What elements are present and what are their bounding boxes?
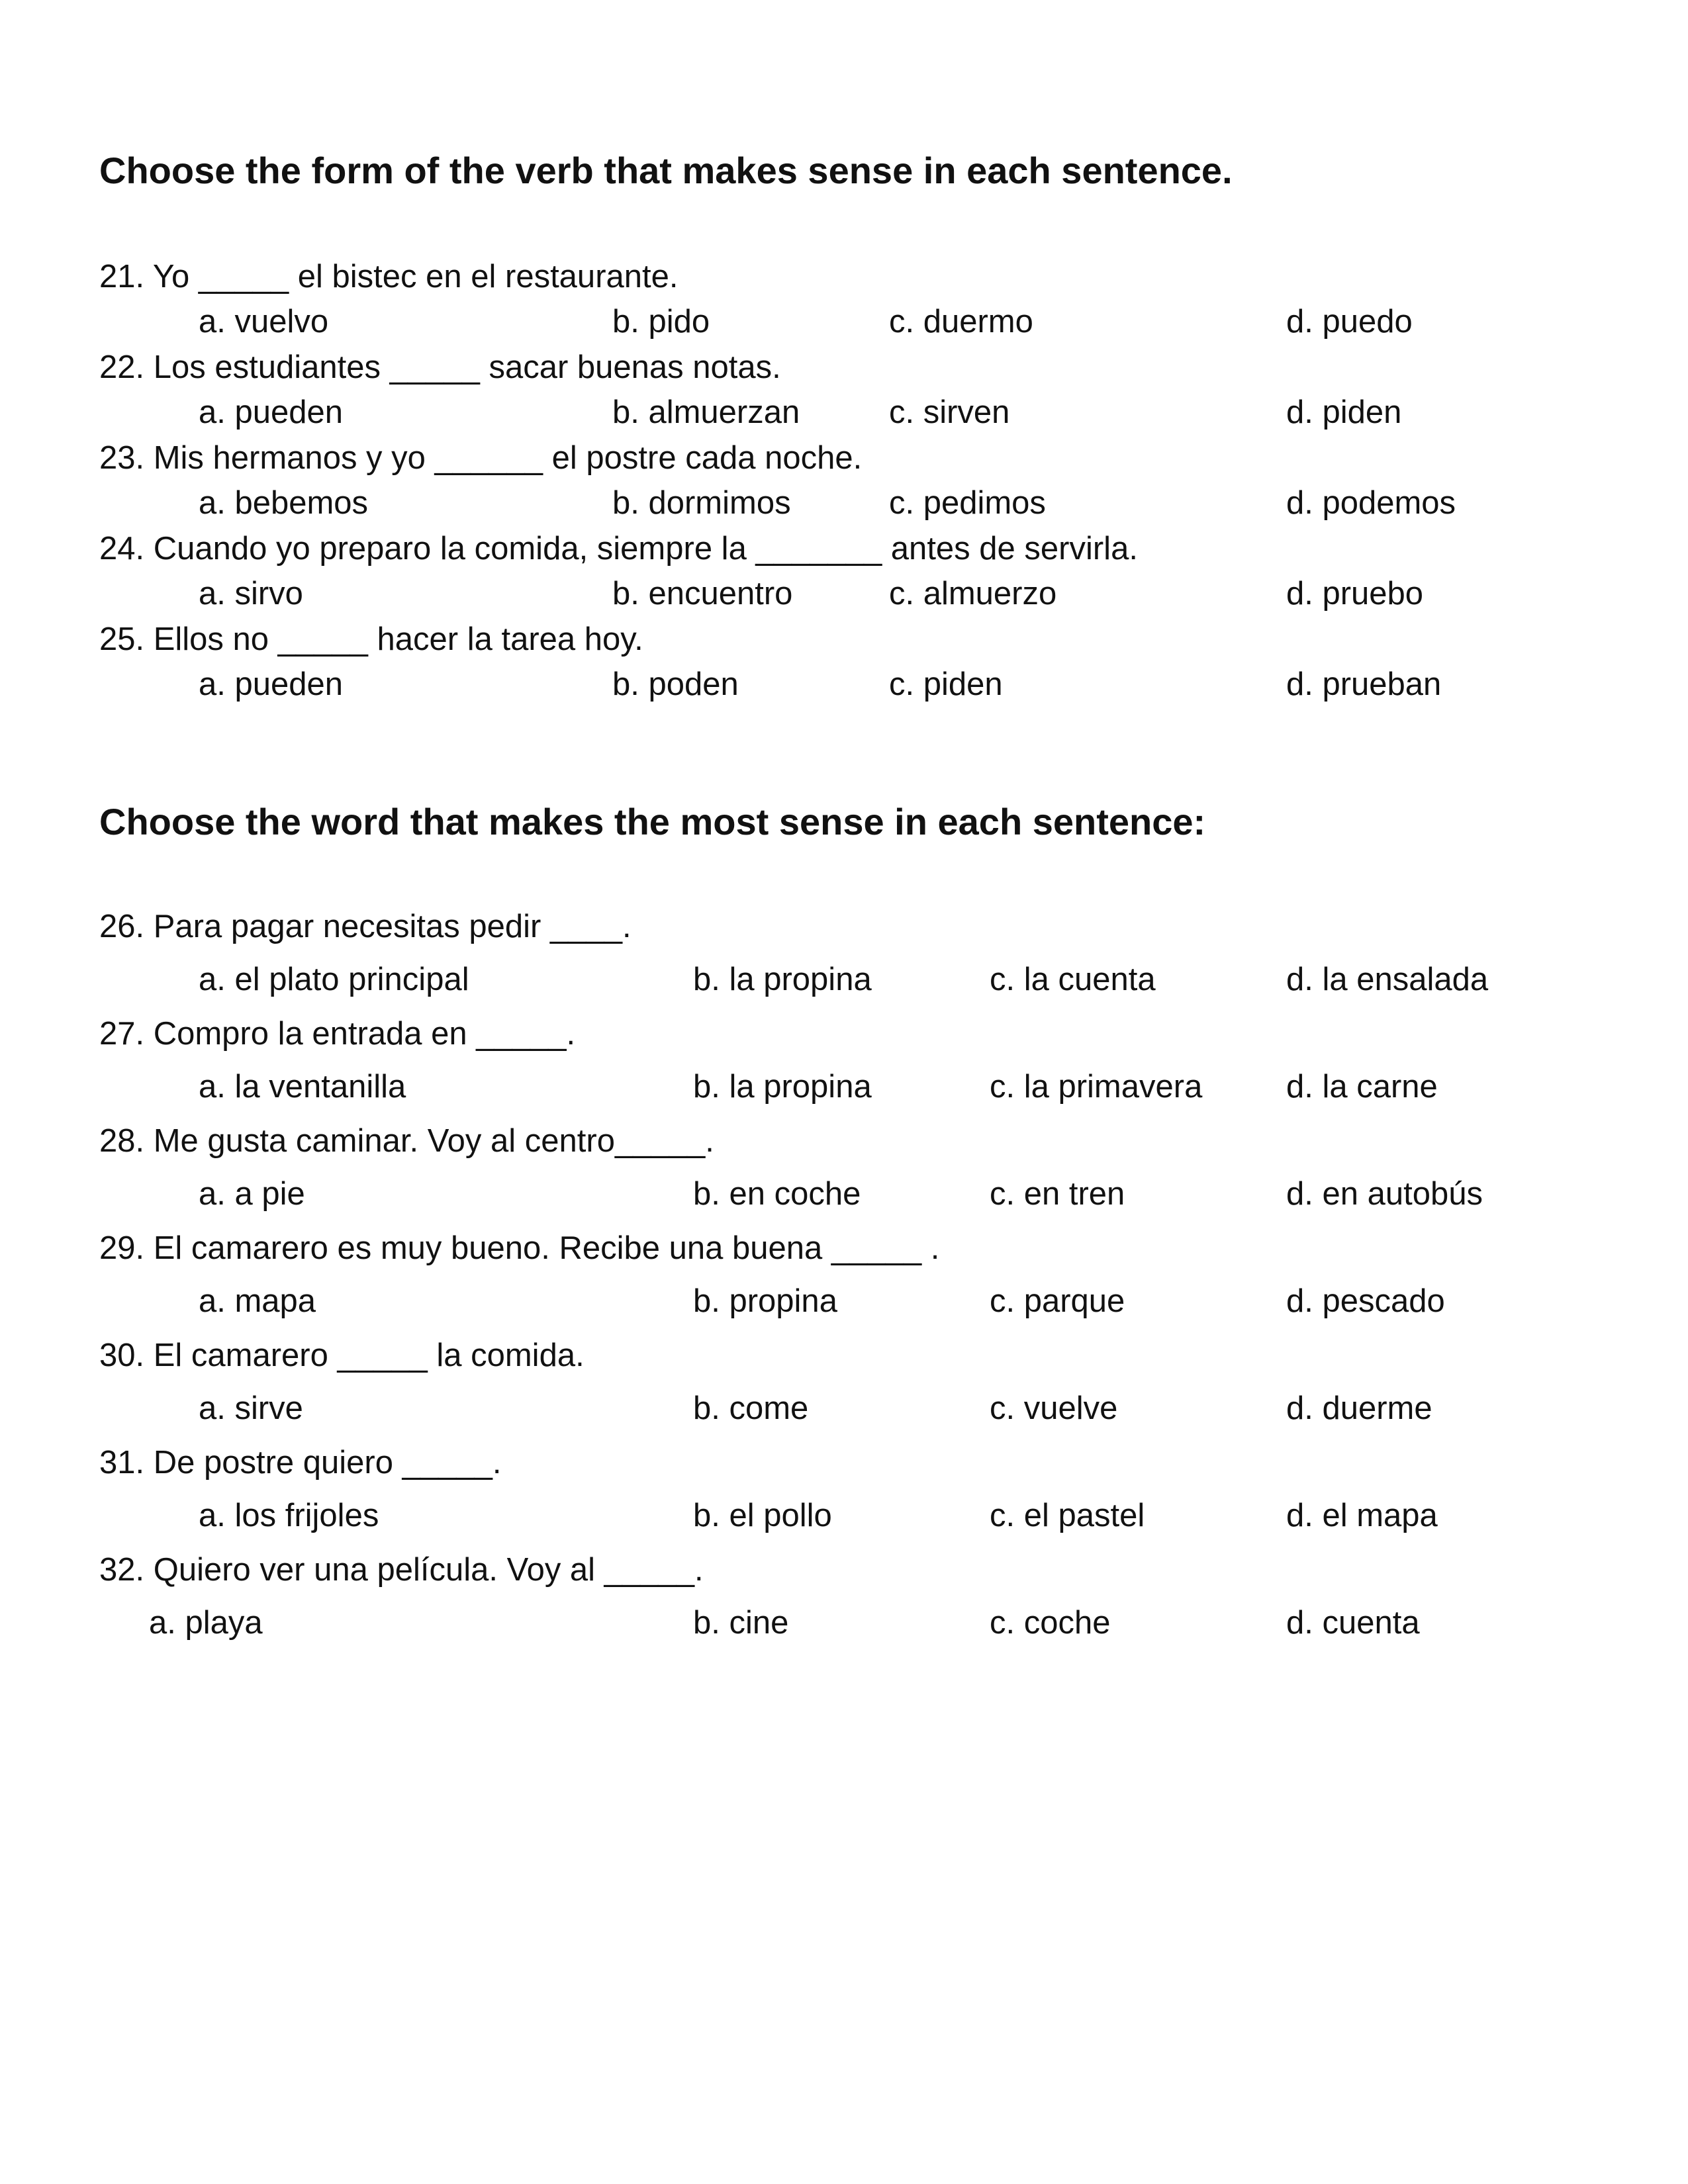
question-31-option-d[interactable]: d. el mapa [1286,1498,1438,1533]
question-31: 31. De postre quiero _____. [99,1445,502,1480]
question-31-option-c[interactable]: c. el pastel [990,1498,1145,1533]
question-29-option-a[interactable]: a. mapa [199,1283,316,1319]
question-28-option-b[interactable]: b. en coche [693,1176,861,1212]
question-28-option-d[interactable]: d. en autobús [1286,1176,1483,1212]
question-31-option-b[interactable]: b. el pollo [693,1498,832,1533]
question-30-option-c[interactable]: c. vuelve [990,1390,1118,1426]
question-23: 23. Mis hermanos y yo ______ el postre cada noche. [99,440,863,476]
question-21: 21. Yo _____ el bistec en el restaurante. [99,259,679,295]
question-23-option-b[interactable]: b. dormimos [612,485,791,521]
question-32: 32. Quiero ver una película. Voy al _____. [99,1552,704,1588]
question-32-option-c[interactable]: c. coche [990,1605,1111,1641]
question-24-option-b[interactable]: b. encuentro [612,576,793,612]
question-24: 24. Cuando yo preparo la comida, siempre la _______ antes de servirla. [99,531,1138,567]
question-21-option-d[interactable]: d. puedo [1286,304,1413,340]
question-28: 28. Me gusta caminar. Voy al centro_____. [99,1123,714,1159]
question-25-option-a[interactable]: a. pueden [199,666,343,702]
question-30-option-b[interactable]: b. come [693,1390,809,1426]
question-24-option-d[interactable]: d. pruebo [1286,576,1424,612]
question-26: 26. Para pagar necesitas pedir ____. [99,909,632,944]
question-29-option-c[interactable]: c. parque [990,1283,1125,1319]
question-27: 27. Compro la entrada en _____. [99,1016,576,1052]
question-21-option-a[interactable]: a. vuelvo [199,304,329,340]
question-30-option-a[interactable]: a. sirve [199,1390,303,1426]
question-25-option-b[interactable]: b. poden [612,666,739,702]
question-30-option-d[interactable]: d. duerme [1286,1390,1432,1426]
question-29-option-b[interactable]: b. propina [693,1283,837,1319]
question-24-option-a[interactable]: a. sirvo [199,576,303,612]
question-26-option-d[interactable]: d. la ensalada [1286,962,1489,997]
question-23-option-a[interactable]: a. bebemos [199,485,369,521]
question-23-option-c[interactable]: c. pedimos [889,485,1046,521]
question-22-option-b[interactable]: b. almuerzan [612,394,800,430]
question-28-option-c[interactable]: c. en tren [990,1176,1125,1212]
question-27-option-a[interactable]: a. la ventanilla [199,1069,406,1105]
question-31-option-a[interactable]: a. los frijoles [199,1498,379,1533]
question-32-option-d[interactable]: d. cuenta [1286,1605,1420,1641]
section2-heading: Choose the word that makes the most sense in each sentence: [99,801,1206,842]
question-27-option-b[interactable]: b. la propina [693,1069,872,1105]
question-26-option-a[interactable]: a. el plato principal [199,962,469,997]
question-25-option-c[interactable]: c. piden [889,666,1003,702]
question-25-option-d[interactable]: d. prueban [1286,666,1442,702]
section1-heading: Choose the form of the verb that makes sense in each sentence. [99,150,1233,191]
question-25: 25. Ellos no _____ hacer la tarea hoy. [99,621,643,657]
question-26-option-b[interactable]: b. la propina [693,962,872,997]
question-22-option-d[interactable]: d. piden [1286,394,1402,430]
question-29: 29. El camarero es muy bueno. Recibe una buena _____ . [99,1230,940,1266]
question-32-option-b[interactable]: b. cine [693,1605,789,1641]
question-27-option-d[interactable]: d. la carne [1286,1069,1438,1105]
question-32-option-a[interactable]: a. playa [149,1605,263,1641]
question-22-option-c[interactable]: c. sirven [889,394,1010,430]
question-22: 22. Los estudiantes _____ sacar buenas notas. [99,349,781,385]
question-27-option-c[interactable]: c. la primavera [990,1069,1203,1105]
question-22-option-a[interactable]: a. pueden [199,394,343,430]
question-30: 30. El camarero _____ la comida. [99,1338,585,1373]
question-23-option-d[interactable]: d. podemos [1286,485,1456,521]
question-28-option-a[interactable]: a. a pie [199,1176,305,1212]
question-21-option-b[interactable]: b. pido [612,304,710,340]
question-21-option-c[interactable]: c. duermo [889,304,1033,340]
question-29-option-d[interactable]: d. pescado [1286,1283,1445,1319]
question-24-option-c[interactable]: c. almuerzo [889,576,1057,612]
question-26-option-c[interactable]: c. la cuenta [990,962,1156,997]
